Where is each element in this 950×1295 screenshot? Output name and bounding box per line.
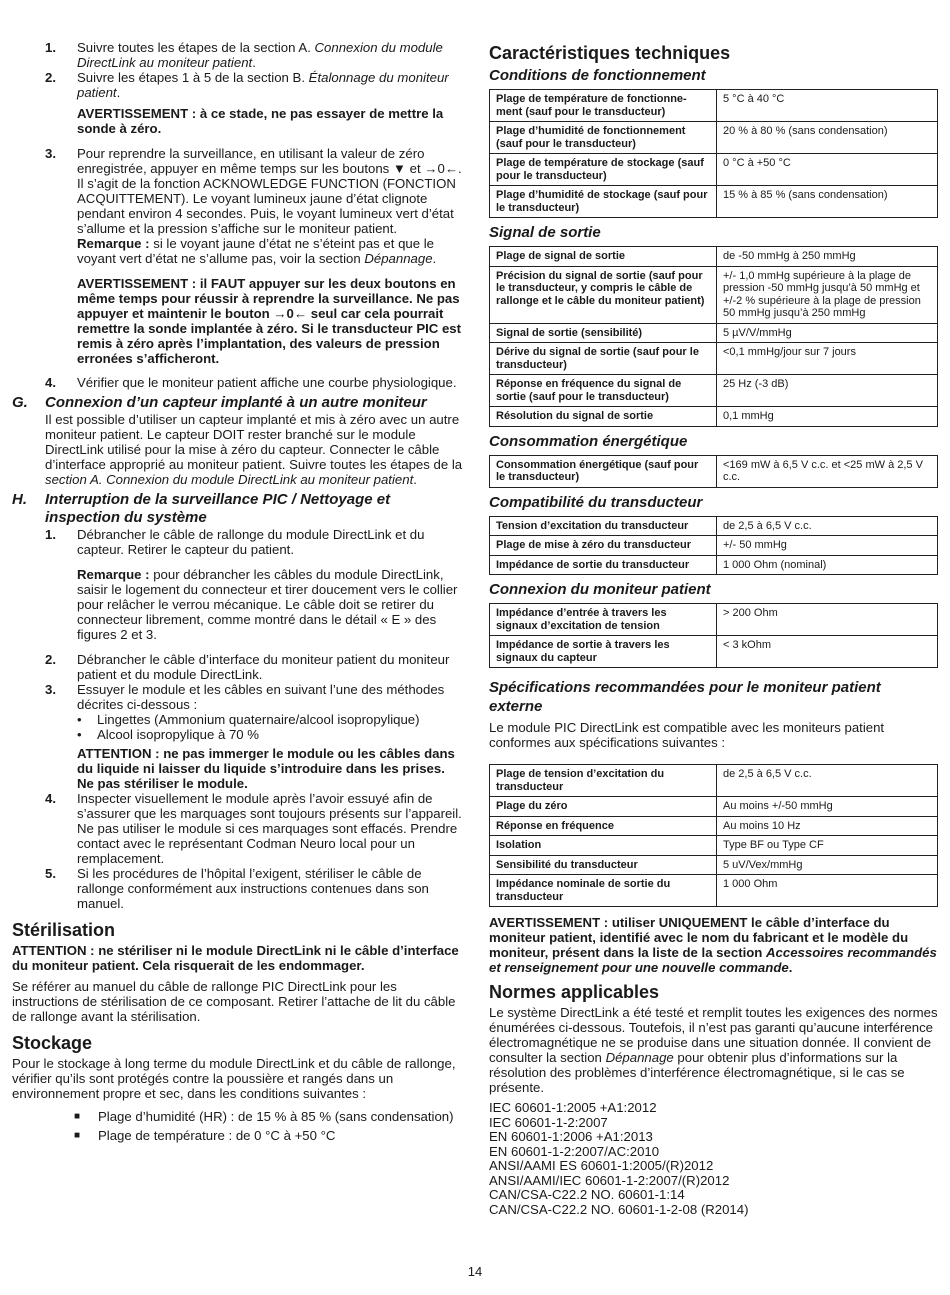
spec-value: 25 Hz (-3 dB): [717, 375, 938, 407]
output-signal-table: [489, 246, 938, 427]
warning-cable: AVERTISSEMENT : utiliser UNIQUEMENT le câble d’interface du moniteur patient, identifié avec le nom du fabricant et le modèle du moniteur, présent dans la liste de la section Accessoires recommandés et renseignement pour une nouvelle commande.: [489, 915, 937, 975]
external-monitor-table: [489, 764, 938, 907]
monitor-connection-heading: Connexion du moniteur patient: [489, 581, 711, 598]
h-step-5: 5. Si les procédures de l’hôpital l’exigent, stériliser le câble de rallonge conformément aux instructions contenues dans son manuel.: [45, 866, 429, 911]
table-row: [490, 555, 938, 575]
spec-label: Impédance de sortie du transducteur: [490, 555, 717, 575]
power-consumption-table: [489, 455, 938, 488]
spec-value: 0,1 mmHg: [717, 407, 938, 427]
warning-buttons: AVERTISSEMENT : il FAUT appuyer sur les deux boutons en même temps pour réussir à reprendre la surveillance. Ne pas appuyer et maintenir le bouton →0← seul car cela pourrait remettre la sonde implantée à zéro. Si le transducteur PIC est remis à zéro après l’implantation, des valeurs de pression erronées s’afficheront.: [77, 276, 462, 366]
spec-value: 5 µV/V/mmHg: [717, 323, 938, 343]
external-monitor-intro: Le module PIC DirectLink est compatible avec les moniteurs patient conformes aux spécifications suivantes :: [489, 720, 885, 750]
output-signal-heading: Signal de sortie: [489, 224, 601, 241]
page-number: 14: [467, 1264, 483, 1279]
spec-label: Réponse en fréquence du signal de sortie (sauf pour le transducteur): [490, 375, 717, 407]
spec-label: Tension d’excitation du transducteur: [490, 516, 717, 536]
operating-conditions-heading: Conditions de fonctionnement: [489, 67, 706, 84]
standard-item: EN 60601-1:2006 +A1:2013: [489, 1129, 653, 1144]
spec-value: +/- 50 mmHg: [717, 536, 938, 556]
bullet-alcohol: • Alcool isopropylique à 70 %: [77, 727, 260, 742]
spec-value: 0 °C à +50 °C: [717, 154, 938, 186]
remark-led: Remarque : si le voyant jaune d’état ne s’éteint pas et que le voyant vert d’état ne s’allume pas, voir la section Dépannage.: [77, 236, 437, 266]
sterilisation-text: Se référer au manuel du câble de rallonge PIC DirectLink pour les instructions de stérilisation de ce composant. Retirer l’attache de lit du câble de rallonge avant la stérilisation.: [12, 979, 456, 1024]
h-step-4: 4. Inspecter visuellement le module après l’avoir essuyé afin de s’assurer que les marquages sont toujours présents sur l’appareil. Ne pas utiliser le module si ces marquages sont effacés. Prendre contact avec le représentant Codman Neuro local pour un remplacement.: [45, 791, 462, 866]
spec-label: Plage d’humidité de fonctionnement (sauf pour le transducteur): [490, 122, 717, 154]
table-row: [490, 636, 938, 668]
standard-item: CAN/CSA-C22.2 NO. 60601-1:14: [489, 1187, 685, 1202]
table-row: [490, 855, 938, 875]
spec-label: Isolation: [490, 836, 717, 856]
spec-value: de 2,5 à 6,5 V c.c.: [717, 516, 938, 536]
spec-label: Sensibilité du transducteur: [490, 855, 717, 875]
spec-value: <169 mW à 6,5 V c.c. et <25 mW à 2,5 V c.c.: [717, 455, 938, 487]
spec-value: 1 000 Ohm: [717, 875, 938, 907]
spec-value: 1 000 Ohm (nominal): [717, 555, 938, 575]
spec-value: Au moins +/-50 mmHg: [717, 797, 938, 817]
storage-heading: Stockage: [12, 1033, 93, 1053]
spec-label: Plage de température de fonctionne-ment (sauf pour le transducteur): [490, 90, 717, 122]
spec-value: Type BF ou Type CF: [717, 836, 938, 856]
storage-text: Pour le stockage à long terme du module DirectLink et du câble de rallonge, vérifier qu’ils sont protégés contre la poussière et rangés dans un environnement propre et sec, dans les conditions suivantes :: [12, 1056, 456, 1101]
table-row: [490, 266, 938, 323]
monitor-connection-table: [489, 603, 938, 668]
table-row: [490, 536, 938, 556]
left-column: [12, 40, 464, 1143]
norms-text: Le système DirectLink a été testé et remplit toutes les exigences des normes énumérées ci-dessous. Toutefois, il n’est pas garanti qu’aucune interférence électromagnétique ne se produise dans une situation donnée. Il convient de consulter la section Dépannage pour obtenir plus d’informations sur la résolution des problèmes d’interférence électromagnétique, si le cas se présente.: [489, 1005, 938, 1095]
section-g-text: Il est possible d’utiliser un capteur implanté et mis à zéro avec un autre moniteur patient. Le capteur DOIT rester branché sur le module DirectLink utilisé pour la mise à zéro du capteur. Connecter le câble d’interface approprié au moniteur patient. Suivre toutes les étapes de la section A. Connexion du module DirectLink au moniteur patient.: [45, 412, 463, 487]
h-step-1: 1. Débrancher le câble de rallonge du module DirectLink et du capteur. Retirer le capteur du patient.: [45, 527, 425, 557]
spec-value: < 3 kOhm: [717, 636, 938, 668]
step-4: 4. Vérifier que le moniteur patient affiche une courbe physiologique.: [45, 375, 457, 390]
section-h-heading: H. Interruption de la surveillance PIC / Nettoyage et inspection du système: [12, 491, 391, 526]
table-row: [490, 186, 938, 218]
standard-item: IEC 60601-1-2:2007: [489, 1114, 608, 1130]
spec-label: Réponse en fréquence: [490, 816, 717, 836]
spec-label: Impédance d’entrée à travers les signaux d’excitation de tension: [490, 604, 717, 636]
sterilisation-attention: ATTENTION : ne stériliser ni le module DirectLink ni le câble d’interface du moniteur patient. Cela risquerait de les endommager.: [12, 943, 459, 973]
spec-value: de 2,5 à 6,5 V c.c.: [717, 765, 938, 797]
spec-value: > 200 Ohm: [717, 604, 938, 636]
h-step-3: 3. Essuyer le module et les câbles en suivant l’une des méthodes décrites ci-dessous :: [45, 682, 445, 712]
standard-item: CAN/CSA-C22.2 NO. 60601-1-2-08 (R2014): [489, 1201, 749, 1217]
standard-item: ANSI/AAMI ES 60601-1:2005/(R)2012: [489, 1158, 714, 1173]
h-step-2: 2. Débrancher le câble d’interface du moniteur patient du moniteur patient et du module DirectLink.: [45, 652, 450, 682]
remark-disconnect: Remarque : pour débrancher les câbles du module DirectLink, saisir le logement du connecteur et tirer doucement vers le collier pour relâcher le verrou mécanique. Le câble doit se retirer du connecteur librement, comme montré dans le détail « E » des figures 2 et 3.: [77, 567, 458, 642]
spec-label: Plage de mise à zéro du transducteur: [490, 536, 717, 556]
transducer-compatibility-table: [489, 516, 938, 576]
spec-label: Dérive du signal de sortie (sauf pour le transducteur): [490, 343, 717, 375]
spec-label: Impédance nominale de sortie du transducteur: [490, 875, 717, 907]
step-1: 1. Suivre toutes les étapes de la section A. Connexion du module DirectLink au moniteur patient.: [45, 40, 443, 70]
table-row: [490, 836, 938, 856]
spec-value: 5 °C à 40 °C: [717, 90, 938, 122]
table-row: [490, 90, 938, 122]
table-row: [490, 455, 938, 487]
spec-label: Précision du signal de sortie (sauf pour le transducteur, y compris le câble de rallonge et le câble du moniteur patient): [490, 266, 717, 323]
spec-label: Plage de tension d’excitation du transducteur: [490, 765, 717, 797]
spec-label: Signal de sortie (sensibilité): [490, 323, 717, 343]
standard-item: IEC 60601-1:2005 +A1:2012: [489, 1100, 657, 1115]
spec-label: Plage d’humidité de stockage (sauf pour le transducteur): [490, 186, 717, 218]
specs-heading: Caractéristiques techniques: [489, 43, 731, 63]
standards-list: [489, 1101, 938, 1217]
attention-immerse: ATTENTION : ne pas immerger le module ou les câbles dans du liquide ni laisser du liquide s’introduire dans les prises. Ne pas stériliser le module.: [77, 746, 455, 791]
table-row: [490, 122, 938, 154]
storage-humidity: ■ Plage d’humidité (HR) : de 15 % à 85 % (sans condensation): [74, 1109, 454, 1124]
table-row: [490, 375, 938, 407]
table-row: [490, 323, 938, 343]
step-2: 2. Suivre les étapes 1 à 5 de la section B. Étalonnage du moniteur patient.: [45, 70, 449, 100]
right-column: [489, 42, 938, 1217]
table-row: [490, 516, 938, 536]
transducer-compatibility-heading: Compatibilité du transducteur: [489, 493, 703, 511]
step-3: 3. Pour reprendre la surveillance, en utilisant la valeur de zéro enregistrée, appuyer en même temps sur les boutons ▼ et →0←. Il s’agit de la fonction ACKNOWLEDGE FUNCTION (FONCTION ACQUITTEMENT). Le voyant lumineux jaune d’état clignote pendant environ 4 secondes. Puis, le voyant lumineux vert d’état s’allume et la pression s’affiche sur le moniteur patient.: [45, 146, 462, 236]
table-row: [490, 875, 938, 907]
spec-value: +/- 1,0 mmHg supérieure à la plage de pression -50 mmHg jusqu’à 50 mmHg et +/-2 % supérieure à la plage de pression 50 mmHg jusqu’à 250 mmHg: [717, 266, 938, 323]
table-row: [490, 797, 938, 817]
sterilisation-heading: Stérilisation: [12, 920, 116, 940]
standard-item: ANSI/AAMI/IEC 60601-1-2:2007/(R)2012: [489, 1172, 730, 1188]
spec-label: Impédance de sortie à travers les signaux du capteur: [490, 636, 717, 668]
spec-label: Plage de signal de sortie: [490, 247, 717, 267]
table-row: [490, 154, 938, 186]
norms-heading: Normes applicables: [489, 982, 660, 1002]
spec-value: 5 uV/Vex/mmHg: [717, 855, 938, 875]
standard-item: EN 60601-1-2:2007/AC:2010: [489, 1143, 660, 1159]
table-row: [490, 343, 938, 375]
warning-zero: AVERTISSEMENT : à ce stade, ne pas essayer de mettre la sonde à zéro.: [77, 106, 444, 136]
table-row: [490, 407, 938, 427]
table-row: [490, 247, 938, 267]
storage-temperature: ■ Plage de température : de 0 °C à +50 °C: [74, 1128, 336, 1143]
spec-value: de -50 mmHg à 250 mmHg: [717, 247, 938, 267]
table-row: [490, 604, 938, 636]
spec-label: Plage de température de stockage (sauf pour le transducteur): [490, 154, 717, 186]
spec-value: <0,1 mmHg/jour sur 7 jours: [717, 343, 938, 375]
spec-label: Plage du zéro: [490, 797, 717, 817]
external-monitor-heading: Spécifications recommandées pour le moniteur patient externe: [489, 679, 881, 715]
spec-value: 20 % à 80 % (sans condensation): [717, 122, 938, 154]
table-row: [490, 816, 938, 836]
operating-conditions-table: [489, 89, 938, 218]
spec-label: Résolution du signal de sortie: [490, 407, 717, 427]
spec-value: 15 % à 85 % (sans condensation): [717, 186, 938, 218]
power-consumption-heading: Consommation énergétique: [489, 432, 688, 450]
section-g-heading: G. Connexion d’un capteur implanté à un autre moniteur: [12, 394, 427, 411]
bullet-wipes: • Lingettes (Ammonium quaternaire/alcool isopropylique): [77, 712, 420, 727]
spec-label: Consommation énergétique (sauf pour le transducteur): [490, 455, 717, 487]
table-row: [490, 765, 938, 797]
spec-value: Au moins 10 Hz: [717, 816, 938, 836]
